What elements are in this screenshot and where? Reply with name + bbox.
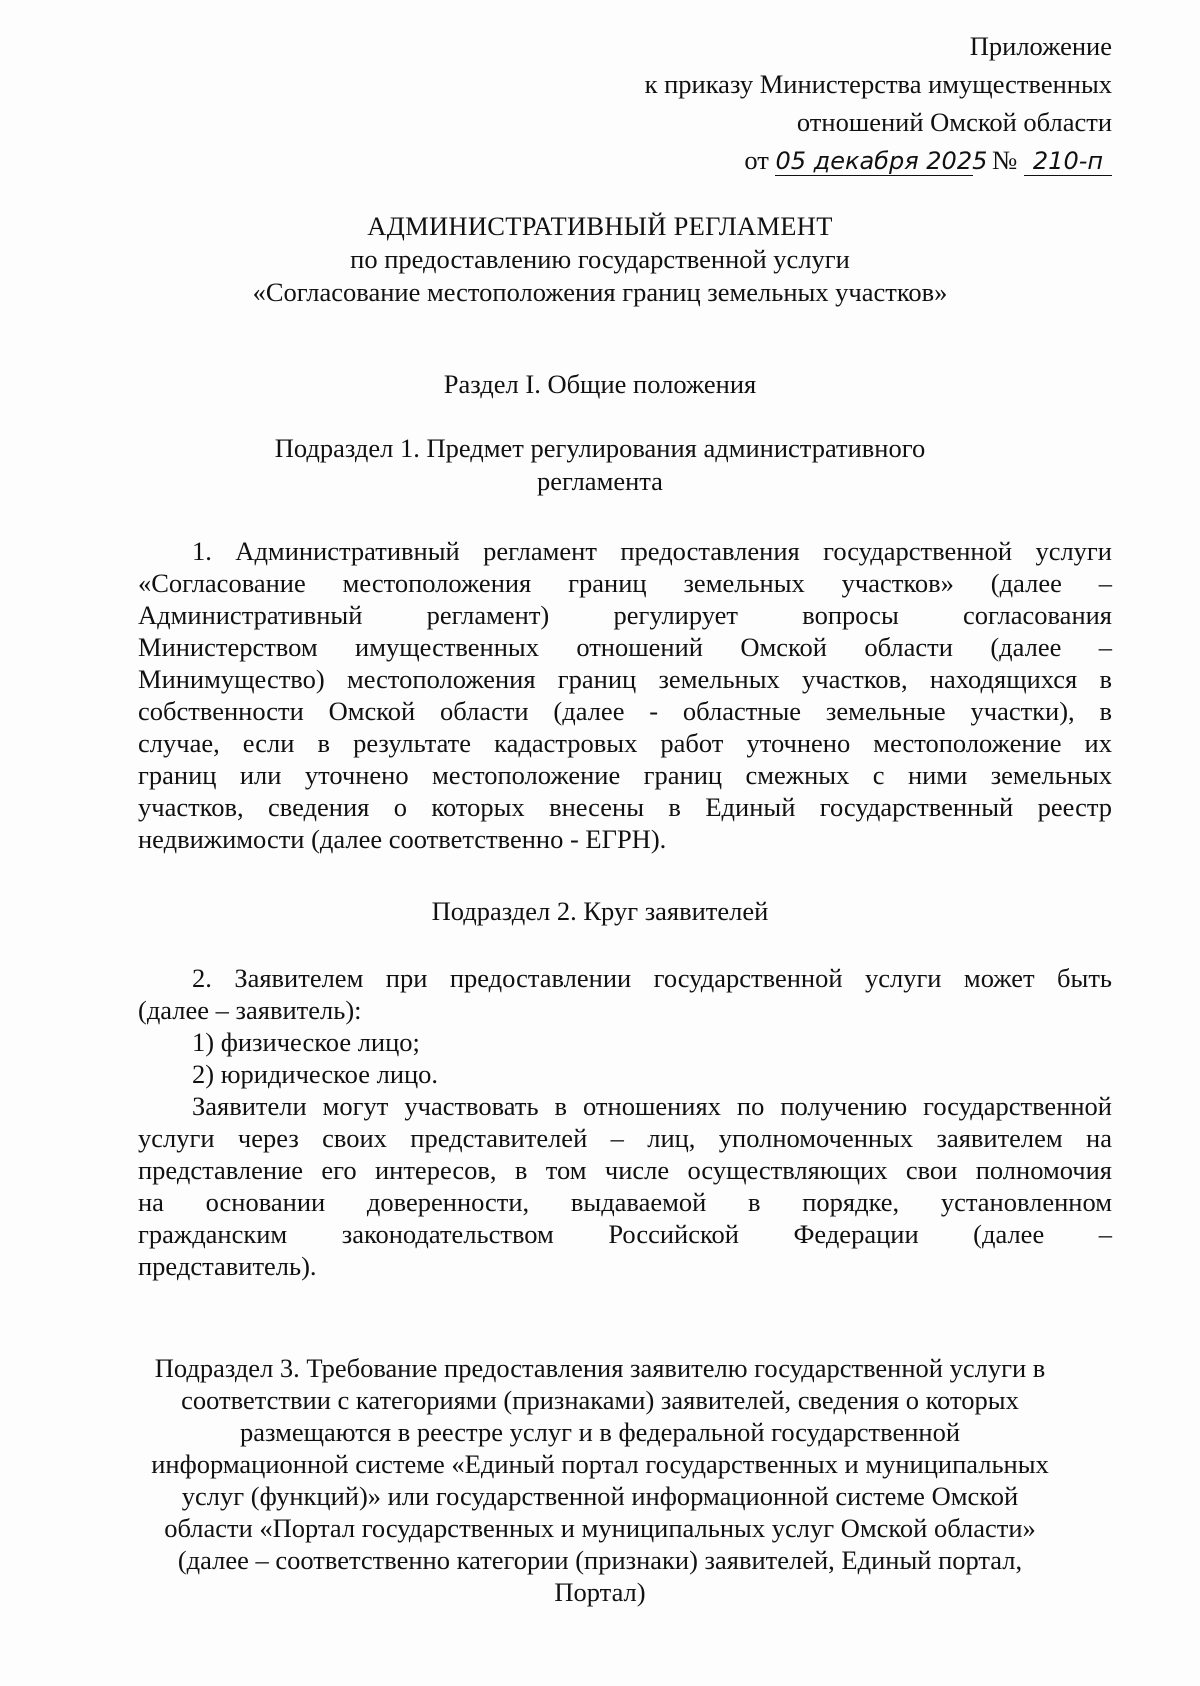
paragraph-3-line-2: услуги через своих представителей – лиц, уполномоченных заявителем на: [138, 1123, 1112, 1153]
document-subtitle-2: «Согласование местоположения границ земельных участков»: [252, 277, 948, 307]
section-1-heading: Раздел I. Общие положения: [443, 369, 757, 399]
paragraph-1-line-8: границ или уточнено местоположение границ смежных с ними земельных: [138, 760, 1112, 790]
subsection-3-heading-line-3: размещаются в реестре услуг и в федеральной государственной: [239, 1417, 961, 1447]
order-date-number: [744, 144, 1112, 176]
document-subtitle-1: по предоставлению государственной услуги: [350, 244, 850, 274]
paragraph-1-line-9: участков, сведения о которых внесены в Единый государственный реестр: [138, 792, 1112, 822]
paragraph-3-line-6: представитель).: [138, 1251, 317, 1281]
paragraph-1-line-1: 1. Административный регламент предоставления государственной услуги: [192, 536, 1112, 566]
subsection-2-heading: Подраздел 2. Круг заявителей: [431, 896, 769, 926]
ministry-name: отношений Омской области: [796, 107, 1112, 137]
paragraph-1-line-7: случае, если в результате кадастровых работ уточнено местоположение их: [138, 728, 1112, 758]
subsection-3-heading-line-6: области «Портал государственных и муниципальных услуг Омской области»: [164, 1513, 1036, 1543]
paragraph-3-line-4: на основании доверенности, выдаваемой в порядке, установленном: [138, 1187, 1112, 1217]
paragraph-2-line-2: (далее – заявитель):: [138, 995, 362, 1025]
list-item-legal-entity: 2) юридическое лицо.: [192, 1059, 439, 1089]
subsection-3-heading-line-1: Подраздел 3. Требование предоставления заявителю государственной услуги в: [154, 1353, 1046, 1383]
paragraph-1-line-3: Административный регламент) регулирует вопросы согласования: [138, 600, 1112, 630]
subsection-3-heading-line-5: услуг (функций)» или государственной информационной системе Омской: [181, 1481, 1019, 1511]
paragraph-3-line-5: гражданским законодательством Российской Федерации (далее –: [138, 1219, 1112, 1249]
paragraph-1-line-6: собственности Омской области (далее - областные земельные участки), в: [138, 696, 1112, 726]
handwritten-date: 05 декабря 2025: [775, 147, 988, 175]
appendix-label: Приложение: [969, 31, 1112, 61]
paragraph-3-line-1: Заявители могут участвовать в отношениях по получению государственной: [192, 1091, 1112, 1121]
paragraph-1-line-2: «Согласование местоположения границ земельных участков» (далее –: [138, 568, 1112, 598]
paragraph-2-line-1: 2. Заявителем при предоставлении государственной услуги может быть: [192, 963, 1112, 993]
order-reference: к приказу Министерства имущественных: [644, 69, 1112, 99]
subsection-3-heading-line-7: (далее – соответственно категории (признаки) заявителей, Единый портал,: [177, 1545, 1023, 1575]
paragraph-1-line-5: Минимущество) местоположения границ земельных участков, находящихся в: [138, 664, 1112, 694]
subsection-3-heading-line-2: соответствии с категориями (признаками) заявителей, сведения о которых: [181, 1385, 1019, 1415]
number-sign: №: [992, 145, 1018, 175]
subsection-3-heading-line-4: информационной системе «Единый портал государственных и муниципальных: [151, 1449, 1049, 1479]
paragraph-1-line-4: Министерством имущественных отношений Омской области (далее –: [138, 632, 1112, 662]
paragraph-1-line-10: недвижимости (далее соответственно - ЕГРН).: [138, 824, 667, 854]
paragraph-3-line-3: представление его интересов, в том числе осуществляющих свои полномочия: [138, 1155, 1112, 1185]
list-item-individual: 1) физическое лицо;: [192, 1027, 420, 1057]
subsection-1-heading-line-1: Подраздел 1. Предмет регулирования административного: [274, 433, 926, 463]
subsection-3-heading-line-8: Портал): [554, 1577, 646, 1607]
document-title: АДМИНИСТРАТИВНЫЙ РЕГЛАМЕНТ: [367, 211, 833, 241]
subsection-1-heading-line-2: регламента: [537, 466, 663, 496]
handwritten-number: 210-п: [1024, 147, 1112, 176]
date-prefix: от: [744, 145, 769, 175]
